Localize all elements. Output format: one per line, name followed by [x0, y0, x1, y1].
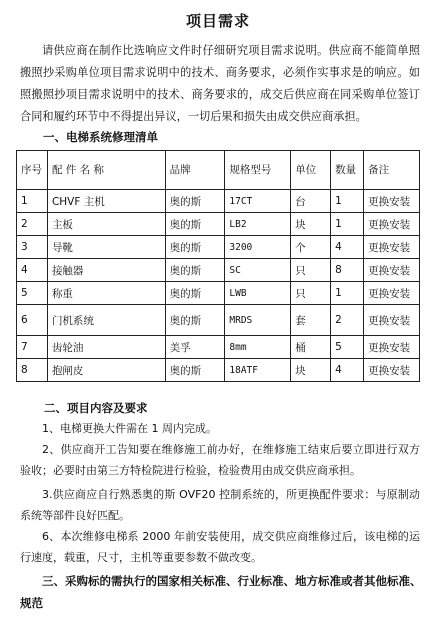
- header-no: 序号: [17, 151, 48, 190]
- cell-note: 更换安装: [364, 213, 420, 236]
- cell-name: 称重: [47, 282, 165, 305]
- cell-unit: 套: [291, 305, 331, 336]
- cell-name: CHVF 主机: [47, 190, 165, 213]
- table-row: [17, 190, 420, 213]
- table-row: [17, 259, 420, 282]
- cell-name: 主板: [47, 213, 165, 236]
- header-unit: 单位: [291, 151, 331, 190]
- cell-brand: 奥的斯: [165, 359, 225, 382]
- section-heading-requirements: 二、项目内容及要求: [44, 401, 148, 415]
- requirement-3: 3.供应商应自行熟悉奥的斯 OVF20 控制系统的，所更换配件要求：与原制动系统等部件良好匹配。: [20, 488, 420, 522]
- cell-no: 3: [17, 236, 48, 259]
- requirement-1: 1、电梯更换大件需在 1 周内完成。: [42, 422, 217, 435]
- cell-brand: 奥的斯: [165, 190, 225, 213]
- cell-name: 接触器: [47, 259, 165, 282]
- cell-note: 更换安装: [364, 190, 420, 213]
- cell-no: 6: [17, 305, 48, 336]
- cell-model: LWB: [225, 282, 291, 305]
- cell-brand: 奥的斯: [165, 282, 225, 305]
- cell-note: 更换安装: [364, 336, 420, 359]
- cell-model: 17CT: [225, 190, 291, 213]
- header-model: 规格型号: [225, 151, 291, 190]
- cell-no: 7: [17, 336, 48, 359]
- cell-no: 4: [17, 259, 48, 282]
- section-heading-repair-list: 一、电梯系统修理清单: [43, 130, 158, 144]
- header-note: 备注: [364, 151, 420, 190]
- cell-model: MRDS: [225, 305, 291, 336]
- cell-name: 导靴: [47, 236, 165, 259]
- repair-list-table: [16, 150, 420, 382]
- cell-unit: 块: [291, 213, 331, 236]
- cell-no: 5: [17, 282, 48, 305]
- cell-unit: 只: [291, 282, 331, 305]
- cell-unit: 块: [291, 359, 331, 382]
- header-name: 配 件 名 称: [47, 151, 165, 190]
- cell-brand: 奥的斯: [165, 236, 225, 259]
- cell-qty: 8: [331, 259, 364, 282]
- cell-model: 18ATF: [225, 359, 291, 382]
- page-title: 项目需求: [185, 12, 250, 30]
- intro-paragraph: 请供应商在制作比选响应文件时仔细研究项目需求说明。供应商不能简单照搬照抄采购单位项目需求说明中的技术、商务要求，必须作实事求是的响应。如照搬照抄项目需求说明中的技术、商务要求的，成交后供应商在同采购单位签订合同和履约环节中不得提出异议，一切后果和损失由成交供应商承担。: [20, 44, 420, 123]
- cell-name: 齿轮油: [47, 336, 165, 359]
- cell-no: 1: [17, 190, 48, 213]
- cell-qty: 5: [331, 336, 364, 359]
- cell-qty: 1: [331, 190, 364, 213]
- requirement-4: 6、本次维修电梯系 2000 年前安装使用，成交供应商维修过后，该电梯的运行速度，载重，尺寸，主机等重要参数不做改变。: [20, 530, 420, 564]
- cell-unit: 只: [291, 259, 331, 282]
- cell-brand: 奥的斯: [165, 259, 225, 282]
- cell-no: 2: [17, 213, 48, 236]
- cell-qty: 2: [331, 305, 364, 336]
- cell-model: LB2: [225, 213, 291, 236]
- cell-qty: 1: [331, 213, 364, 236]
- table-row: [17, 236, 420, 259]
- cell-model: 3200: [225, 236, 291, 259]
- table-row: [17, 213, 420, 236]
- cell-name: 门机系统: [47, 305, 165, 336]
- table-row: [17, 282, 420, 305]
- cell-brand: 美孚: [165, 336, 225, 359]
- cell-unit: 桶: [291, 336, 331, 359]
- table-row: [17, 305, 420, 336]
- table-header-row: [17, 151, 420, 190]
- cell-brand: 奥的斯: [165, 213, 225, 236]
- requirement-2: 2、供应商开工告知要在维修施工前办好，在维修施工结束后要立即进行双方验收；必要时由第三方特检院进行检验，检验费用由成交供应商承担。: [20, 443, 420, 477]
- cell-unit: 个: [291, 236, 331, 259]
- cell-note: 更换安装: [364, 305, 420, 336]
- cell-unit: 台: [291, 190, 331, 213]
- cell-name: 抱闸皮: [47, 359, 165, 382]
- cell-note: 更换安装: [364, 259, 420, 282]
- cell-qty: 4: [331, 236, 364, 259]
- cell-model: 8mm: [225, 336, 291, 359]
- header-brand: 品牌: [165, 151, 225, 190]
- cell-model: SC: [225, 259, 291, 282]
- section-heading-standards: 三、采购标的需执行的国家相关标准、行业标准、地方标准或者其他标准、规范: [20, 574, 422, 610]
- table-row: [17, 336, 420, 359]
- cell-qty: 4: [331, 359, 364, 382]
- cell-qty: 1: [331, 282, 364, 305]
- cell-brand: 奥的斯: [165, 305, 225, 336]
- header-qty: 数量: [331, 151, 364, 190]
- table-row: [17, 359, 420, 382]
- cell-note: 更换安装: [364, 236, 420, 259]
- cell-note: 更换安装: [364, 359, 420, 382]
- cell-no: 8: [17, 359, 48, 382]
- cell-note: 更换安装: [364, 282, 420, 305]
